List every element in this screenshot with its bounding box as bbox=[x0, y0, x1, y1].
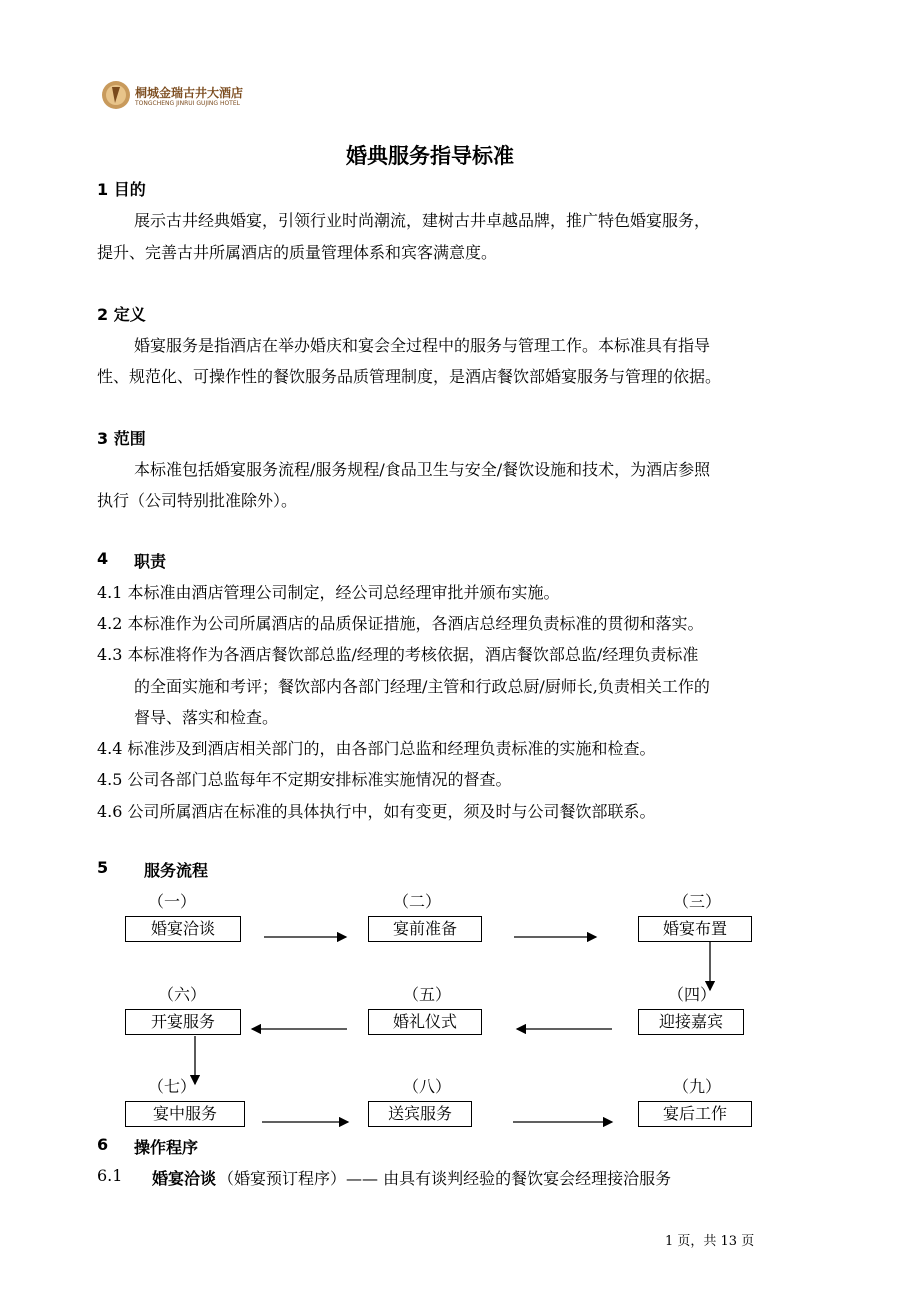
flow-step-box: 婚宴洽谈 bbox=[125, 916, 241, 942]
logo-english-name: TONGCHENG JINRUI GUJING HOTEL bbox=[135, 100, 240, 107]
flow-step-box: 婚礼仪式 bbox=[368, 1009, 482, 1035]
duty-item: 4.3 本标准将作为各酒店餐饮部总监/经理的考核依据，酒店餐饮部总监/经理负责标准 bbox=[97, 645, 699, 664]
duty-item-continued: 的全面实施和考评；餐饮部内各部门经理/主管和行政总厨/厨师长,负责相关工作的 bbox=[134, 677, 710, 696]
flow-step-label: （八） bbox=[403, 1077, 452, 1096]
section-6-heading: 操作程序 bbox=[134, 1138, 199, 1157]
flow-step-box: 开宴服务 bbox=[125, 1009, 241, 1035]
flow-step-box: 宴后工作 bbox=[638, 1101, 752, 1127]
section-3-heading: 3 范围 bbox=[97, 429, 146, 448]
flow-step-label: （一） bbox=[148, 892, 197, 911]
section-5-number: 5 bbox=[97, 858, 109, 877]
section-2-line2: 性、规范化、可操作性的餐饮服务品质管理制度，是酒店餐饮部婚宴服务与管理的依据。 bbox=[97, 367, 722, 386]
duty-item: 4.5 公司各部门总监每年不定期安排标准实施情况的督查。 bbox=[97, 770, 512, 789]
procedure-item-text: （婚宴预订程序）—— 由具有谈判经验的餐饮宴会经理接洽服务 bbox=[218, 1169, 672, 1188]
flow-step-box: 婚宴布置 bbox=[638, 916, 752, 942]
flow-step-label: （四） bbox=[668, 985, 717, 1004]
flow-step-label: （三） bbox=[673, 892, 722, 911]
section-1-line2: 提升、完善古井所属酒店的质量管理体系和宾客满意度。 bbox=[97, 243, 498, 262]
procedure-item-title: 婚宴洽谈 bbox=[152, 1169, 217, 1188]
page-number: 1 页，共 13 页 bbox=[665, 1234, 755, 1249]
flow-step-box: 宴前准备 bbox=[368, 916, 482, 942]
section-3-line1: 本标准包括婚宴服务流程/服务规程/食品卫生与安全/餐饮设施和技术，为酒店参照 bbox=[134, 460, 711, 479]
section-1-line1: 展示古井经典婚宴，引领行业时尚潮流，建树古井卓越品牌，推广特色婚宴服务， bbox=[134, 211, 711, 230]
section-2-line1: 婚宴服务是指酒店在举办婚庆和宴会全过程中的服务与管理工作。本标准具有指导 bbox=[134, 336, 711, 355]
flow-step-label: （九） bbox=[673, 1077, 722, 1096]
flow-step-label: （二） bbox=[393, 892, 442, 911]
document-title: 婚典服务指导标准 bbox=[346, 144, 514, 168]
flow-step-box: 送宾服务 bbox=[368, 1101, 472, 1127]
flow-step-box: 宴中服务 bbox=[125, 1101, 245, 1127]
duty-item: 4.1 本标准由酒店管理公司制定，经公司总经理审批并颁布实施。 bbox=[97, 583, 560, 602]
section-5-heading: 服务流程 bbox=[144, 861, 209, 880]
duty-item: 4.4 标准涉及到酒店相关部门的，由各部门总监和经理负责标准的实施和检查。 bbox=[97, 739, 656, 758]
duty-item: 4.6 公司所属酒店在标准的具体执行中，如有变更，须及时与公司餐饮部联系。 bbox=[97, 802, 656, 821]
section-4-heading: 职责 bbox=[134, 552, 167, 571]
flow-step-label: （五） bbox=[403, 985, 452, 1004]
flow-step-label: （七） bbox=[148, 1077, 197, 1096]
flow-step-label: （六） bbox=[158, 985, 207, 1004]
duty-item-continued: 督导、落实和检查。 bbox=[134, 708, 279, 727]
section-4-number: 4 bbox=[97, 549, 109, 568]
section-3-line2: 执行（公司特别批准除外）。 bbox=[97, 491, 298, 510]
flow-step-box: 迎接嘉宾 bbox=[638, 1009, 744, 1035]
logo-chinese-name: 桐城金瑞古井大酒店 bbox=[135, 86, 244, 100]
section-6-number: 6 bbox=[97, 1135, 109, 1154]
section-1-heading: 1 目的 bbox=[97, 180, 146, 199]
procedure-item-number: 6.1 bbox=[97, 1166, 123, 1185]
duty-item: 4.2 本标准作为公司所属酒店的品质保证措施，各酒店总经理负责标准的贯彻和落实。 bbox=[97, 614, 704, 633]
section-2-heading: 2 定义 bbox=[97, 305, 146, 324]
